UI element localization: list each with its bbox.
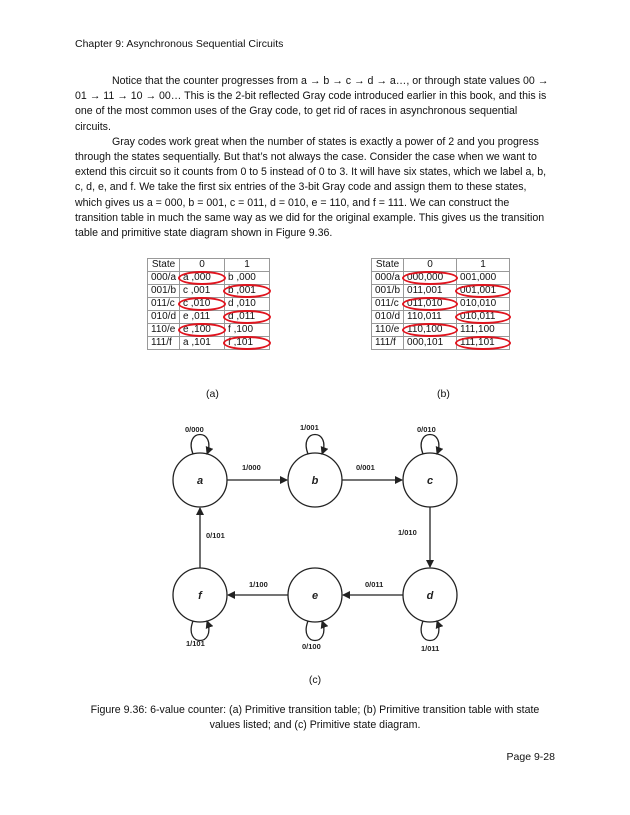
loop-label: 0/000 <box>185 425 204 434</box>
state-cell: 010/d <box>372 311 404 324</box>
self-loop <box>191 435 209 455</box>
edge-label: 0/001 <box>356 463 375 472</box>
edge-label: 0/011 <box>365 580 384 589</box>
stable-cell: 111,101 <box>457 337 510 350</box>
stable-cell: c ,010 <box>180 298 225 311</box>
edge-label: 1/100 <box>249 580 268 589</box>
state-label: d <box>426 590 434 602</box>
state-label: c <box>426 475 434 487</box>
edge-label: 0/101 <box>206 531 225 540</box>
state-cell: 110/e <box>372 324 404 337</box>
state-cell: 110/e <box>148 324 180 337</box>
table-cell: b ,000 <box>225 272 270 285</box>
paragraph-1: Notice that the counter progresses from a → b → c → d → a…, or through state values 00 → 01 → 11 → 10 → 00… This is the 2-bit reflected Gray code introduced earlier in this book, and this is one of the most common uses of the Gray code, to get rid of races in asynchronous sequential circuits. <box>75 75 549 133</box>
state-label: b <box>311 475 319 487</box>
table-header: State <box>372 259 404 272</box>
stable-cell: e ,100 <box>180 324 225 337</box>
page-number: Page 9-28 <box>506 751 555 763</box>
loop-label: 0/100 <box>302 642 321 651</box>
figure-caption: Figure 9.36: 6-value counter: (a) Primitive transition table; (b) Primitive transition table with state values listed; and (c) Primitive state diagram. <box>90 704 540 731</box>
stable-cell: a ,000 <box>180 272 225 285</box>
state-cell: 001/b <box>372 285 404 298</box>
table-header: 1 <box>225 259 270 272</box>
table-cell: 000,101 <box>404 337 457 350</box>
table-a-label: (a) <box>206 388 219 400</box>
stable-cell: 001,001 <box>457 285 510 298</box>
table-header: State <box>148 259 180 272</box>
state-cell: 001/b <box>148 285 180 298</box>
table-cell: 001,000 <box>457 272 510 285</box>
state-cell: 011/c <box>372 298 404 311</box>
state-label: f <box>198 590 202 602</box>
self-loop <box>421 621 439 641</box>
state-cell: 000/a <box>148 272 180 285</box>
loop-label: 1/011 <box>421 644 440 653</box>
stable-cell: 110,100 <box>404 324 457 337</box>
table-cell: 110,011 <box>404 311 457 324</box>
stable-cell: 011,010 <box>404 298 457 311</box>
table-cell: 010,010 <box>457 298 510 311</box>
stable-cell: d ,011 <box>225 311 270 324</box>
diagram-label: (c) <box>308 674 322 686</box>
state-cell: 111/f <box>148 337 180 350</box>
state-label: e <box>311 590 319 602</box>
loop-label: 0/010 <box>417 425 436 434</box>
chapter-header: Chapter 9: Asynchronous Sequential Circuits <box>75 38 284 50</box>
self-loop <box>306 621 324 641</box>
table-cell: e ,011 <box>180 311 225 324</box>
self-loop <box>421 435 439 455</box>
edge-label: 1/000 <box>242 463 261 472</box>
loop-label: 1/101 <box>186 639 205 648</box>
table-header: 1 <box>457 259 510 272</box>
table-header: 0 <box>404 259 457 272</box>
state-cell: 111/f <box>372 337 404 350</box>
self-loop <box>191 621 209 641</box>
stable-cell: 000,000 <box>404 272 457 285</box>
edge-label: 1/010 <box>398 528 417 537</box>
state-label: a <box>196 475 204 487</box>
paragraph-2: Gray codes work great when the number of states is exactly a power of 2 and you progress through the states sequentially. But that’s not always the case. Consider the case when we want to extend this circuit so it counts from 0 to 5 instead of 0 to 3. It will have six states, which we label a, b, c, d, e, and f. We take the first six entries of the 3-bit Gray code and assign them to these states, which gives us a = 000, b = 001, c = 011, d = 010, e = 110, and f = 111. We can construct the transition table in much the same way as we did for the original example. This gives us the transition table and primitive state diagram shown in Figure 9.36. <box>75 135 547 240</box>
table-cell: c ,001 <box>180 285 225 298</box>
stable-cell: b ,001 <box>225 285 270 298</box>
stable-cell: f ,101 <box>225 337 270 350</box>
table-cell: d ,010 <box>225 298 270 311</box>
table-b-label: (b) <box>437 388 450 400</box>
self-loop <box>306 435 324 455</box>
table-cell: f ,100 <box>225 324 270 337</box>
loop-label: 1/001 <box>300 423 319 432</box>
table-cell: 111,100 <box>457 324 510 337</box>
state-cell: 011/c <box>148 298 180 311</box>
state-cell: 000/a <box>372 272 404 285</box>
state-cell: 010/d <box>148 311 180 324</box>
table-cell: a ,101 <box>180 337 225 350</box>
table-header: 0 <box>180 259 225 272</box>
stable-cell: 010,011 <box>457 311 510 324</box>
table-cell: 011,001 <box>404 285 457 298</box>
